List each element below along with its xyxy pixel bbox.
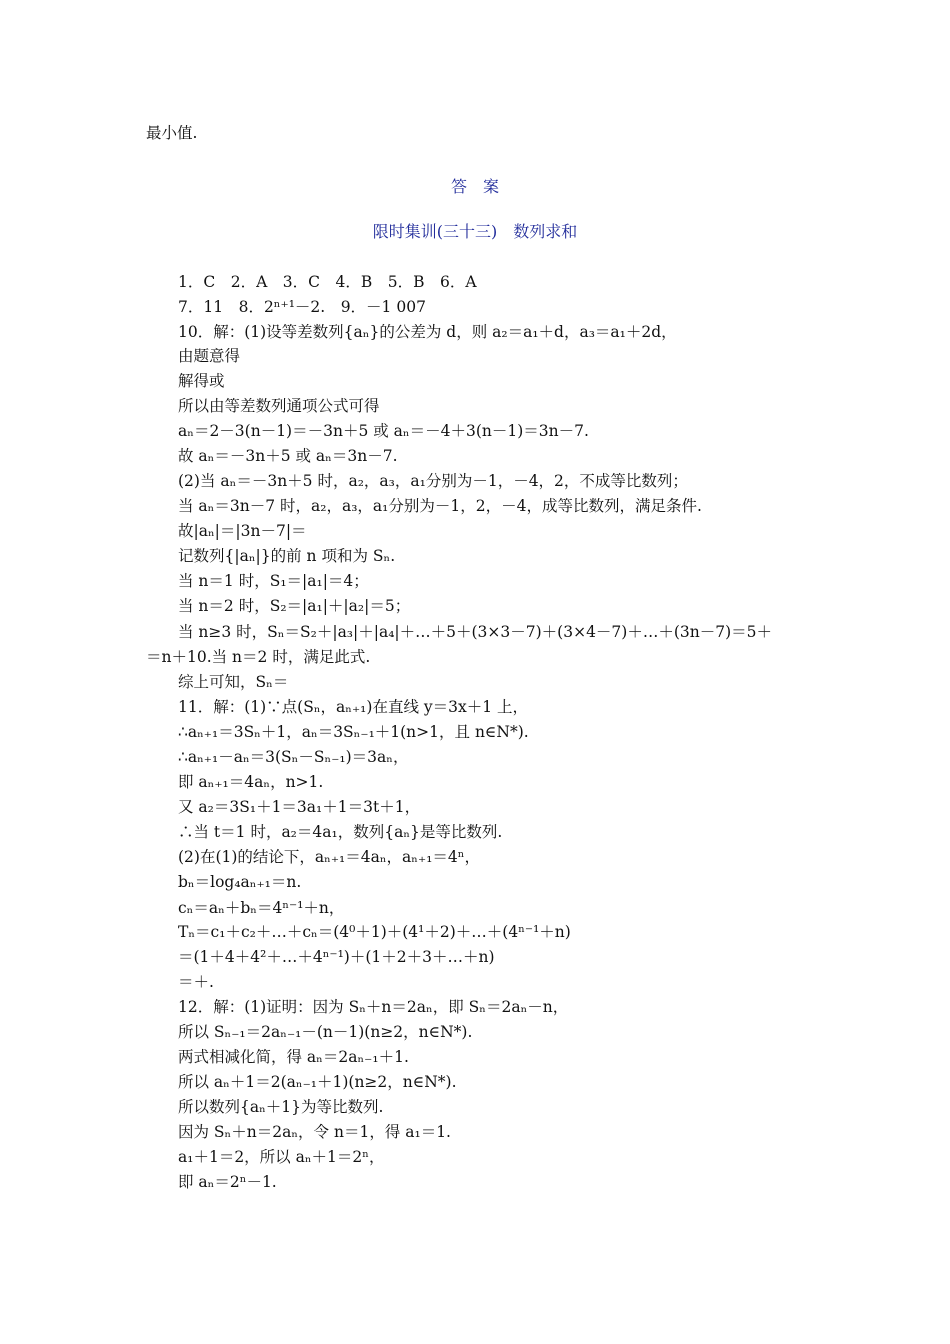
answer-line: 1．C 2．A 3．C 4．B 5．B 6．A xyxy=(178,273,477,291)
continuation-text: 最小值. xyxy=(146,124,198,142)
answer-line: (2)当 aₙ＝－3n＋5 时，a₂，a₃，a₁分别为－1，－4，2，不成等比数列； xyxy=(178,472,688,490)
answer-line: 当 aₙ＝3n－7 时，a₂，a₃，a₁分别为－1，2，－4，成等比数列，满足条件. xyxy=(178,497,702,515)
answer-line: 所以 Sₙ₋₁＝2aₙ₋₁－(n－1)(n≥2，n∈N*). xyxy=(178,1023,473,1041)
answer-line: 7．11 8．2ⁿ⁺¹－2. 9．－1 007 xyxy=(178,298,426,316)
answer-line: bₙ＝log₄aₙ₊₁＝n. xyxy=(178,873,302,891)
answer-line: (2)在(1)的结论下，aₙ₊₁＝4aₙ，aₙ₊₁＝4ⁿ， xyxy=(178,848,480,866)
answer-line: 即 aₙ₊₁＝4aₙ，n>1. xyxy=(178,773,324,791)
answer-line: 所以 aₙ＋1＝2(aₙ₋₁＋1)(n≥2，n∈N*). xyxy=(178,1073,457,1091)
answer-line: Tₙ＝c₁＋c₂＋…＋cₙ＝(4⁰＋1)＋(4¹＋2)＋…＋(4ⁿ⁻¹＋n) xyxy=(178,923,571,941)
answer-line: 当 n＝1 时，S₁＝|a₁|＝4； xyxy=(178,572,369,590)
section-title: 限时集训(三十三) 数列求和 xyxy=(372,222,578,241)
answer-title: 答 案 xyxy=(450,177,499,196)
answer-line: a₁＋1＝2，所以 aₙ＋1＝2ⁿ， xyxy=(178,1148,385,1166)
answer-line: ∴当 t＝1 时，a₂＝4a₁，数列{aₙ}是等比数列. xyxy=(178,823,503,841)
answer-line: 所以数列{aₙ＋1}为等比数列. xyxy=(178,1098,384,1116)
answer-line: 当 n＝2 时，S₂＝|a₁|＋|a₂|＝5； xyxy=(178,597,411,615)
answer-line: 因为 Sₙ＋n＝2aₙ，令 n＝1，得 a₁＝1. xyxy=(178,1123,451,1141)
answer-line: ∴aₙ₊₁＝3Sₙ＋1，aₙ＝3Sₙ₋₁＋1(n>1，且 n∈N*). xyxy=(178,723,529,741)
answer-line: 又 a₂＝3S₁＋1＝3a₁＋1＝3t＋1， xyxy=(178,798,421,816)
answer-line: 两式相减化简，得 aₙ＝2aₙ₋₁＋1. xyxy=(178,1048,409,1066)
answer-line: 由题意得 xyxy=(178,347,241,365)
answer-line: ＝(1＋4＋4²＋…＋4ⁿ⁻¹)＋(1＋2＋3＋…＋n) xyxy=(178,948,495,966)
answer-line: 解得或 xyxy=(178,372,225,390)
answer-line: aₙ＝2－3(n－1)＝－3n＋5 或 aₙ＝－4＋3(n－1)＝3n－7. xyxy=(178,422,589,440)
answer-line: 故 aₙ＝－3n＋5 或 aₙ＝3n－7. xyxy=(178,447,398,465)
answer-line: 所以由等差数列通项公式可得 xyxy=(178,397,380,415)
answer-line: 即 aₙ＝2ⁿ－1. xyxy=(178,1173,277,1191)
answer-line: 综上可知，Sₙ＝ xyxy=(178,673,289,691)
answer-line: 12．解：(1)证明：因为 Sₙ＋n＝2aₙ，即 Sₙ＝2aₙ－n， xyxy=(178,998,569,1016)
answer-line: 11．解：(1)∵点(Sₙ，aₙ₊₁)在直线 y＝3x＋1 上， xyxy=(178,698,529,716)
answer-line: ＝n＋10.当 n＝2 时，满足此式. xyxy=(146,648,371,666)
answer-line: cₙ＝aₙ＋bₙ＝4ⁿ⁻¹＋n， xyxy=(178,899,345,917)
answer-line: 当 n≥3 时，Sₙ＝S₂＋|a₃|＋|a₄|＋…＋5＋(3×3－7)＋(3×4－7)＋…＋(3n－7)＝5＋ xyxy=(178,623,772,641)
answer-line: 记数列{|aₙ|}的前 n 项和为 Sₙ. xyxy=(178,547,396,565)
answer-line: 故|aₙ|＝|3n－7|＝ xyxy=(178,522,307,540)
answer-line: 10．解：(1)设等差数列{aₙ}的公差为 d，则 a₂＝a₁＋d，a₃＝a₁＋2d， xyxy=(178,323,677,341)
answer-line: ＝＋. xyxy=(178,973,214,991)
answer-line: ∴aₙ₊₁－aₙ＝3(Sₙ－Sₙ₋₁)＝3aₙ， xyxy=(178,748,409,766)
